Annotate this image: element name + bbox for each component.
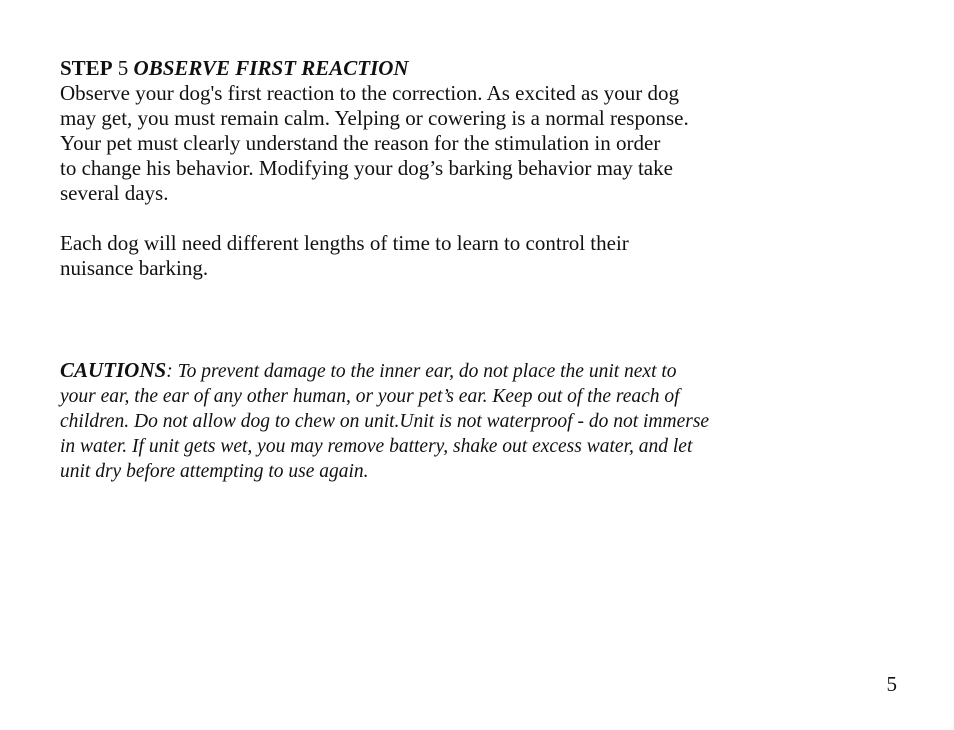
step-heading	[60, 56, 910, 81]
cautions-line: children. Do not allow dog to chew on unit.Unit is not waterproof - do not immerse	[60, 411, 710, 432]
cautions-block	[60, 358, 910, 484]
step-number: 5	[117, 56, 129, 80]
paragraph-line: Your pet must clearly understand the reason for the stimulation in order	[60, 131, 661, 155]
cautions-line: your ear, the ear of any other human, or your pet’s ear. Keep out of the reach of	[60, 386, 680, 407]
paragraph-line: to change his behavior. Modifying your dog’s barking behavior may take	[60, 156, 673, 180]
cautions-label: CAUTIONS	[60, 358, 167, 382]
paragraph-first-reaction	[60, 81, 910, 281]
cautions-line	[60, 358, 910, 384]
paragraph-line: nuisance barking.	[60, 256, 209, 280]
paragraph-line: may get, you must remain calm. Yelping or cowering is a normal response.	[60, 106, 689, 130]
instruction-section	[60, 56, 910, 281]
cautions-separator: :	[166, 361, 173, 382]
paragraph-line: Each dog will need different lengths of time to learn to control their	[60, 231, 629, 255]
cautions-text: To prevent damage to the inner ear, do not place the unit next to	[172, 361, 677, 382]
paragraph-line: Observe your dog's first reaction to the correction. As excited as your dog	[60, 81, 680, 105]
step-label: STEP	[60, 56, 113, 80]
step-title: OBSERVE FIRST REACTION	[133, 56, 409, 80]
paragraph-gap	[60, 206, 910, 231]
cautions-line: in water. If unit gets wet, you may remove battery, shake out excess water, and let	[60, 436, 693, 457]
paragraph-line: several days.	[60, 181, 169, 205]
cautions-line: unit dry before attempting to use again.	[60, 461, 369, 482]
page-number: 5	[886, 672, 897, 696]
